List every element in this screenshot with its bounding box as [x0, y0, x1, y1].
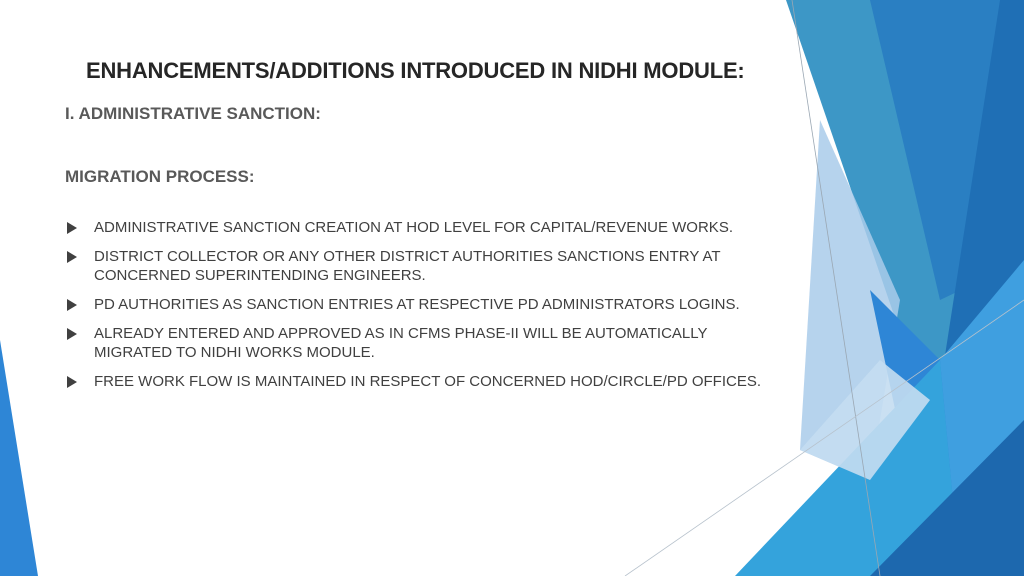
slide-title: ENHANCEMENTS/ADDITIONS INTRODUCED IN NIDHI MODULE:	[86, 58, 745, 83]
bullet-list	[65, 218, 785, 401]
bullet-item	[65, 247, 785, 285]
bullet-item	[65, 372, 785, 391]
bullet-item	[65, 295, 785, 314]
triangle-right-icon	[67, 328, 77, 340]
triangle-right-icon	[67, 251, 77, 263]
triangle-right-icon	[67, 376, 77, 388]
triangle-right-icon	[67, 299, 77, 311]
left-edge-accent	[0, 340, 38, 576]
bullet-text: FREE WORK FLOW IS MAINTAINED IN RESPECT OF CONCERNED HOD/CIRCLE/PD OFFICES.	[94, 373, 762, 390]
triangle-right-icon	[67, 222, 77, 234]
bullet-text: ALREADY ENTERED AND APPROVED AS IN CFMS PHASE-II WILL BE AUTOMATICALLY MIGRATED TO NIDHI WORKS MODULE.	[94, 325, 708, 361]
bullet-text: ADMINISTRATIVE SANCTION CREATION AT HOD LEVEL FOR CAPITAL/REVENUE WORKS.	[94, 219, 733, 236]
bullet-text: PD AUTHORITIES AS SANCTION ENTRIES AT RESPECTIVE PD ADMINISTRATORS LOGINS.	[94, 296, 740, 313]
subsection-heading: MIGRATION PROCESS:	[65, 167, 255, 186]
bullet-item	[65, 218, 785, 237]
bullet-text: DISTRICT COLLECTOR OR ANY OTHER DISTRICT AUTHORITIES SANCTIONS ENTRY AT CONCERNED SUPERINTENDING ENGINEERS.	[94, 248, 721, 284]
bullet-item	[65, 324, 785, 362]
section-heading: I. ADMINISTRATIVE SANCTION:	[65, 104, 321, 123]
